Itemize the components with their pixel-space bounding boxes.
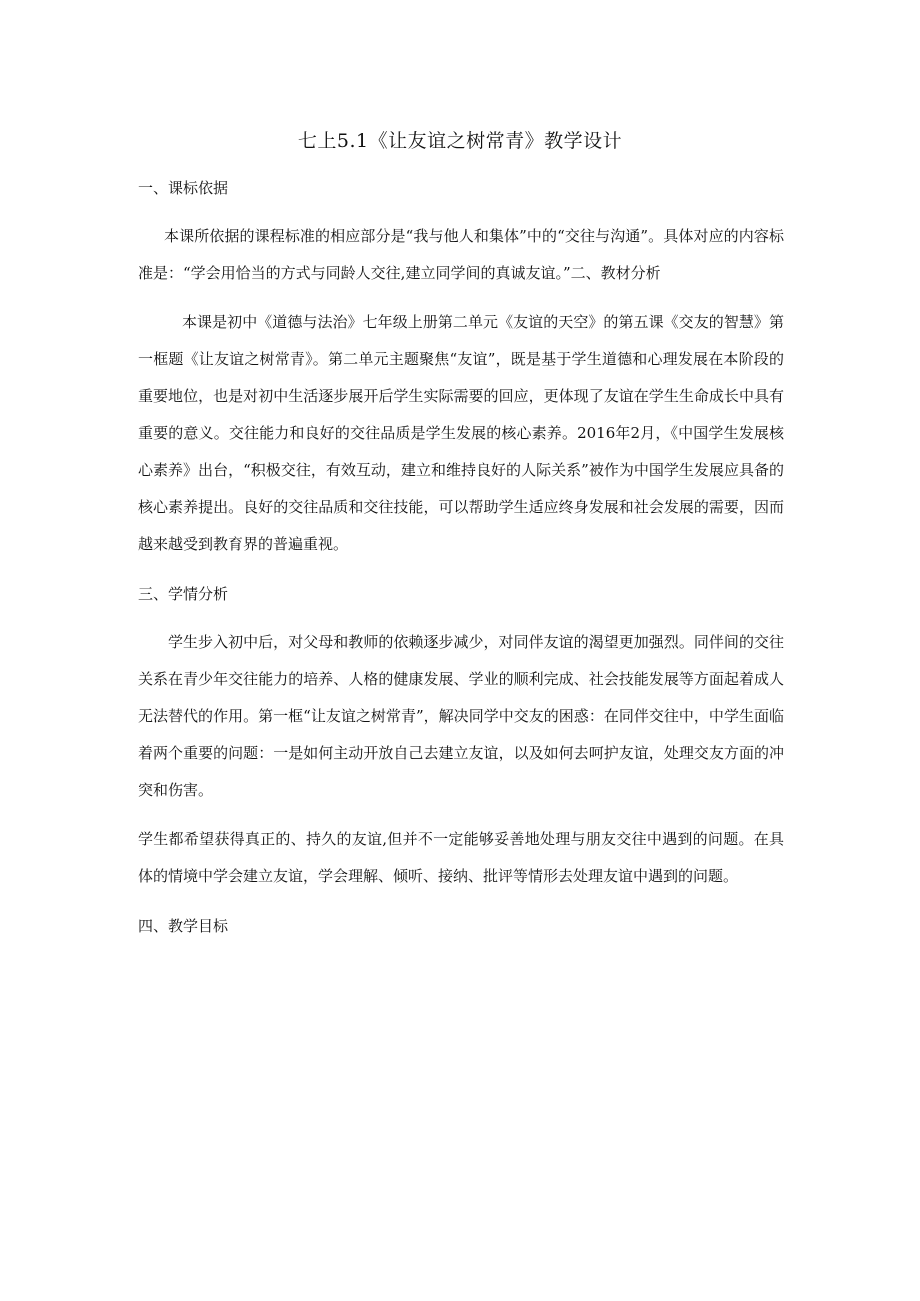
paragraph-textbook-analysis: 本课是初中《道德与法治》七年级上册第二单元《友谊的天空》的第五课《交友的智慧》第一框题《让友谊之树常青》。第二单元主题聚焦“友谊”，既是基于学生道德和心理发展在本阶段的重要地位，也是对初中生活逐步展开后学生实际需要的回应，更体现了友谊在学生生命成长中具有重要的意义。交往能力和良好的交往品质是学生发展的核心素养。2016年2月，《中国学生发展核心素养》出台，“积极交往，有效互动，建立和维持良好的人际关系”被作为中国学生发展应具备的核心素养提出。良好的交往品质和交往技能，可以帮助学生适应终身发展和社会发展的需要，因而越来越受到教育界的普遍重视。 (138, 313, 784, 553)
document-body (138, 170, 784, 945)
section-heading-curriculum-basis: 一、课标依据 (138, 179, 229, 197)
paragraph-curriculum-basis: 本课所依据的课程标准的相应部分是“我与他人和集体”中的“交往与沟通”。具体对应的内容标准是：“学会用恰当的方式与同龄人交往,建立同学间的真诚友谊。”二、教材分析 (138, 227, 784, 282)
paragraph-learner-analysis-1: 学生步入初中后，对父母和教师的依赖逐步减少，对同伴友谊的渴望更加强烈。同伴间的交往关系在青少年交往能力的培养、人格的健康发展、学业的顺利完成、社会技能发展等方面起着成人无法替代的作用。第一框“让友谊之树常青”，解决同学中交友的困惑：在同伴交往中，中学生面临着两个重要的问题：一是如何主动开放自己去建立友谊，以及如何去呵护友谊，处理交友方面的冲突和伤害。 (138, 633, 784, 799)
document-title: 七上5.1《让友谊之树常青》教学设计 (297, 130, 623, 152)
section-heading-teaching-objectives: 四、教学目标 (138, 917, 229, 935)
section-heading-learner-analysis: 三、学情分析 (138, 585, 229, 603)
paragraph-learner-analysis-2: 学生都希望获得真正的、持久的友谊,但并不一定能够妥善地处理与朋友交往中遇到的问题。在具体的情境中学会建立友谊，学会理解、倾听、接纳、批评等情形去处理友谊中遇到的问题。 (138, 830, 784, 885)
